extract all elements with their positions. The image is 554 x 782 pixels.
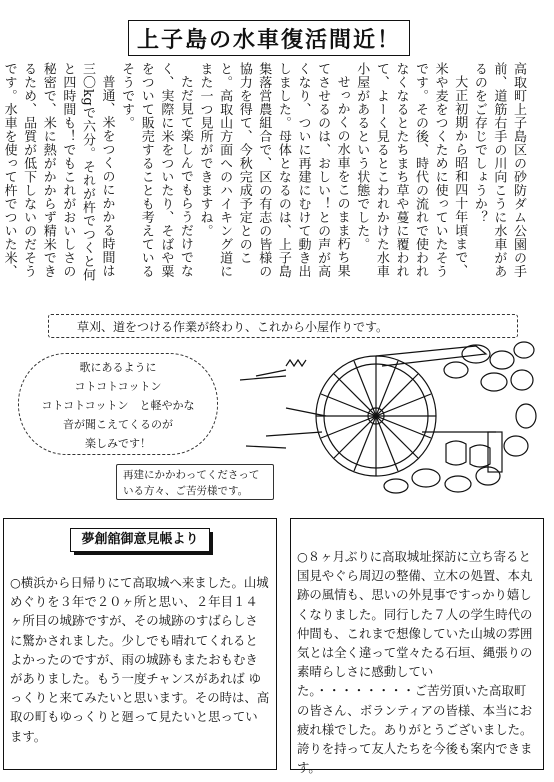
thanks-note: 再建にかかわってくださっている方々、ご苦労様です。	[116, 464, 274, 500]
article-paragraph: 高取町上子島区の砂防ダム公園の手前、道筋右手の川向こうに水車があるのをご存じでしょうか？	[471, 62, 526, 278]
article-paragraph: せっかくの水車をこのまま朽ち果てさせるのは、おしい！との声が高くなり、ついに再建にむけて動き出しました。母体となるのは、上子島集落営農組合で、区の有志の皆様の協力を得て、今秋完成予定とのこと。高取山方面へのハイキング道にまた一つ見所ができますね。	[197, 62, 350, 278]
photo-caption: 草刈、道をつける作業が終わり、これから小屋作りです。	[48, 314, 518, 338]
waterwheel-illustration	[226, 336, 542, 496]
article-body	[1, 62, 528, 290]
song-line: 歌にあるように	[79, 361, 157, 374]
article-paragraph: 普通、米をつくのにかかる時間は三〇kgで六分。それが杵でつくと何と四時間も！でもこれがおいしさの秘密で、米に熱がかからず精米できるため、品質が低下しないのだそうです。水車を使って杵でついた米、	[1, 62, 115, 282]
song-line: 楽しみです！	[85, 437, 151, 450]
opinion-box-right	[290, 518, 544, 776]
opinion-box-left	[3, 518, 277, 770]
opinion-comment: ○横浜から日帰りにて高取城へ来ました。山城めぐりを３年で２０ヶ所と思い、２年目１４ヶ所目の城跡ですが、その城跡のすばらしさに驚かされました。少しでも晴れてくれるとよかったのですが、雨の城跡もまたおもむきがありました。もう一度チャンスがあれば ゆっくりと来てみたいと思います。その時は、高取の町もゆっくりと廻って見たいと思っています。	[10, 575, 270, 744]
opinion-comment: ○８ヶ月ぶりに高取城址探訪に立ち寄ると国見やぐら周辺の整備、立木の処置、本丸跡の風情も、思いの外見事ですっかり嬉しくなりました。同行した７人の学生時代の仲間も、これまで想像していた山城の雰囲気とは全く違って堂々たる石垣、縄張りの素晴らしさに感動していた。・・・・・・・・ご苦労頂いた高取町の皆さん、ボランティアの皆様、本当にお疲れ様でした。ありがとうございました。誇りを持って友人たちを今後も案内できます。	[297, 549, 533, 776]
opinion-heading: 夢創舘御意見帳より	[70, 528, 210, 552]
song-bubble	[18, 353, 218, 455]
page-title: 上子島の水車復活間近！	[128, 20, 410, 56]
song-line: コトコトコットン と軽やかな	[41, 399, 195, 412]
article-paragraph: 大正初期から昭和四十年頃まで、米や麦をつくために使っていたそうです。その後、時代の流れで使われなくなるとたちまち草や蔓に覆われて、よーく見るとこわれかけた水車小屋があるという状態でした。	[354, 62, 468, 278]
article-paragraph: ただ見て楽しんでもらうだけでなく、実際に米をついたり、そばや粟をついて販売することも考えているそうです。	[119, 62, 193, 278]
song-line: 音が聞こえてくるのが	[63, 418, 173, 431]
song-line: コトコトコットン	[74, 380, 162, 393]
